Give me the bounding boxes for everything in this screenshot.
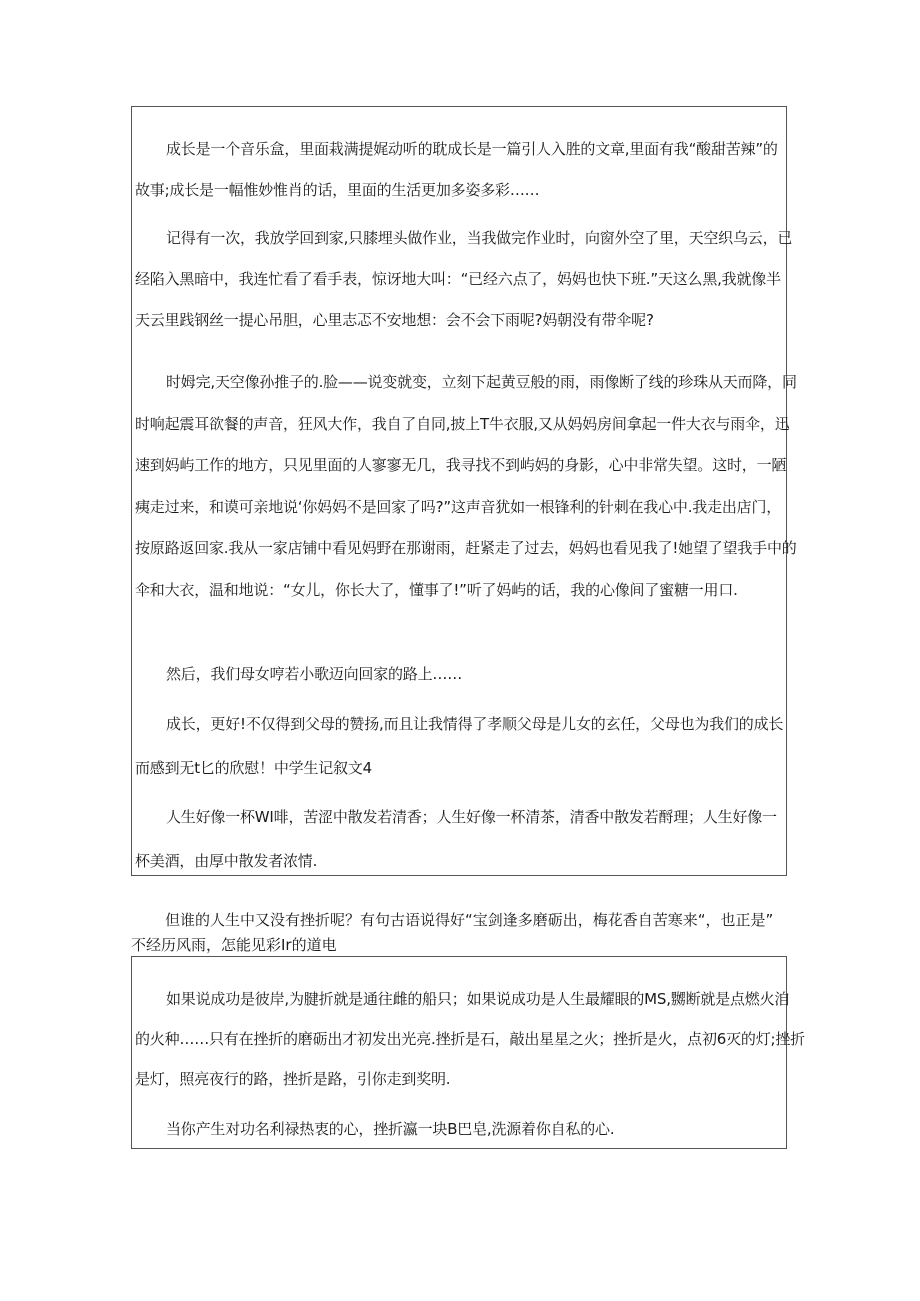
text-line: 当你产生对功名利禄热衷的心，挫折瀛一块B巴皂,洗源着你自私的心. xyxy=(166,1120,615,1138)
text-frame-bottom xyxy=(131,956,805,1149)
text-line: 伞和大衣，温和地说：“女儿，你长大了，懂事了!”听了妈屿的话，我的心像间了蜜糖一用口. xyxy=(135,580,738,599)
text-line: 是灯，照亮夜行的路，挫折是路，引你走到奖明. xyxy=(135,1070,451,1088)
text-line: 而感到无t匕的欣慰！中学生记叙文4 xyxy=(135,759,373,777)
text-line: 人生好像一杯WI啡，苦涩中散发若清香；人生好像一杯清茶，清香中散发若酹理；人生好像一 xyxy=(166,808,777,826)
text-line: 然后，我们母女哼若小歌迈向回家的路上…… xyxy=(166,665,463,683)
text-line: 经陷入黑暗中，我连忙看了看手表，惊讶地大叫：“已经六点了，妈妈也快下班.”天这么黑,我就像半 xyxy=(135,270,781,288)
text-line: 成长，更好!不仅得到父母的赞扬,而且让我情得了孝顺父母是儿女的玄任，父母也为我们的成长 xyxy=(166,715,784,733)
text-line: 时姆完,天空像孙推子的.脸——说变就变，立刻下起黄豆般的雨，雨像断了线的珍珠从天而降，同 xyxy=(166,373,797,391)
text-line: 速到妈屿工作的地方，只见里面的人寥寥无几，我寻找不到屿妈的身影，心中非常失望。这时，一陋 xyxy=(135,456,787,474)
text-frame-top xyxy=(131,106,797,876)
text-line: 故事;成长是一幅惟妙惟肖的话，里面的生活更加多姿多彩…… xyxy=(135,181,540,199)
text-line: 的火种……只有在挫折的磨砺出才初发出光亮.挫折是石，敲出星星之火；挫折是火，点初6灭的灯;挫折 xyxy=(135,1030,805,1048)
text-line: 时响起震耳欲餐的声音，狂风大作，我自了自同,披上T牛衣服,又从妈妈房间拿起一件大衣与雨伞，迅 xyxy=(135,414,790,433)
paragraph-setbacks-question xyxy=(131,908,791,958)
paragraph-rain xyxy=(132,362,797,611)
text-line: 不经历风雨，怎能见彩Ir的道电 xyxy=(131,936,337,954)
paragraph-growth-intro xyxy=(132,129,778,211)
text-line: 杯美酒，由厚中散发者浓情. xyxy=(135,852,318,870)
paragraph-life-metaphor xyxy=(132,795,777,883)
paragraph-walk-home xyxy=(132,654,462,695)
text-line: 成长是一个音乐盒，里面栽满提娓动听的耽成长是一篇引人入胜的文章,里面有我“酸甜苦辣”的 xyxy=(166,140,778,158)
paragraph-success-metaphor xyxy=(132,979,805,1099)
text-line: 但谁的人生中又没有挫折呢？有句古语说得好“宝剑逢多磨砺出，梅花香自苦寒来“，也正是” xyxy=(165,911,774,929)
text-line: 记得有一次，我放学回到家,只膝埋头做作业，当我做完作业时，向窗外空了里，天空织乌云，已 xyxy=(166,229,793,247)
text-line: 如果说成功是彼岸,为腱折就是通往雌的船只；如果说成功是人生最耀眼的MS,嬲断就是点燃火洎 xyxy=(166,990,790,1008)
text-line: 痍走过来，和谟可亲地说‘你妈妈不是回家了吗?”这声音犹如一根锋利的针刺在我心中.我走出店门， xyxy=(135,497,782,516)
paragraph-memory xyxy=(132,218,792,341)
paragraph-fame-fortune xyxy=(132,1109,614,1149)
text-line: 天云里践钢丝一提心吊胆，心里志忑不安地想：会不会下雨呢?妈朝没有带伞呢? xyxy=(135,311,654,329)
text-line: 按原路返回家.我从一家店铺中看见妈野在那谢雨，赶紧走了过去，妈妈也看见我了!她望了望我手中的 xyxy=(135,539,797,557)
paragraph-conclusion xyxy=(132,702,783,790)
